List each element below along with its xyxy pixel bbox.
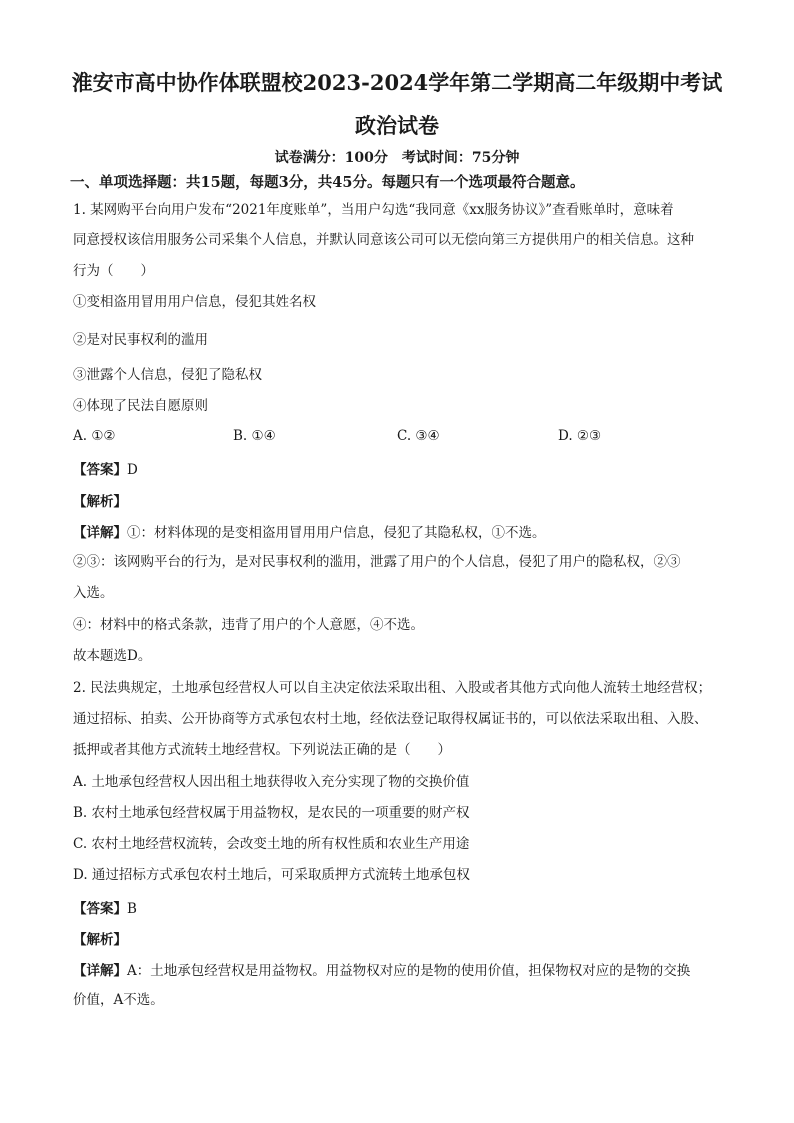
exam-subject-title: 政治试卷 xyxy=(355,113,439,138)
analysis-tag: 【解析】 xyxy=(73,932,127,948)
q1-answer xyxy=(73,458,138,478)
q1-stem-line: 同意授权该信用服务公司采集个人信息，并默认同意该公司可以无偿向第三方提供用户的相关信息。这种 xyxy=(73,232,694,248)
q1-statement: ③泄露个人信息，侵犯了隐私权 xyxy=(73,367,262,383)
q1-analysis-tag xyxy=(73,490,127,510)
q1-detail-line: 入选。 xyxy=(73,585,114,601)
q1-detail-line: 故本题选D。 xyxy=(73,648,152,664)
q1-stem-line: 1. 某网购平台向用户发布“2021年度账单”，当用户勾选“我同意《xx服务协议》”查看账单时，意味着 xyxy=(73,202,674,218)
q2-analysis-tag xyxy=(73,928,127,948)
q2-detail-line: 价值，A不选。 xyxy=(73,992,164,1008)
q1-detail-line: ④：材料中的格式条款，违背了用户的个人意愿，④不选。 xyxy=(73,617,424,633)
q1-option-c: C. ③④ xyxy=(397,428,440,444)
q1-detail-line: ②③：该网购平台的行为，是对民事权利的滥用，泄露了用户的个人信息，侵犯了用户的隐私权，②③ xyxy=(73,554,681,570)
detail-text: ①：材料体现的是变相盗用冒用用户信息，侵犯了其隐私权，①不选。 xyxy=(127,525,546,541)
q2-detail xyxy=(73,959,690,979)
q2-option-c: C. 农村土地经营权流转，会改变土地的所有权性质和农业生产用途 xyxy=(73,836,470,852)
answer-value: B xyxy=(127,901,137,917)
answer-tag: 【答案】 xyxy=(73,901,127,917)
answer-tag: 【答案】 xyxy=(73,462,127,478)
q1-statement: ②是对民事权利的滥用 xyxy=(73,332,208,348)
analysis-tag: 【解析】 xyxy=(73,494,127,510)
q1-option-d: D. ②③ xyxy=(558,428,602,444)
q2-option-b: B. 农村土地承包经营权属于用益物权，是农民的一项重要的财产权 xyxy=(73,805,470,821)
q2-answer xyxy=(73,897,137,917)
q1-statement: ④体现了民法自愿原则 xyxy=(73,398,208,414)
detail-tag: 【详解】 xyxy=(73,525,127,541)
answer-value: D xyxy=(127,462,138,478)
section-heading: 一、单项选择题：共15题，每题3分，共45分。每题只有一个选项最符合题意。 xyxy=(70,174,585,191)
detail-text: A：土地承包经营权是用益物权。用益物权对应的是物的使用价值，担保物权对应的是物的交换 xyxy=(127,963,691,979)
q1-detail xyxy=(73,521,546,541)
q2-stem-line: 通过招标、拍卖、公开协商等方式承包农村土地，经依法登记取得权属证书的，可以依法采取出租、入股、 xyxy=(73,711,708,727)
q1-option-b: B. ①④ xyxy=(233,428,276,444)
q2-option-d: D. 通过招标方式承包农村土地后，可采取质押方式流转土地承包权 xyxy=(73,867,470,883)
q1-stem-line: 行为（ ） xyxy=(73,263,154,279)
q2-stem-line: 2. 民法典规定，土地承包经营权人可以自主决定依法采取出租、入股或者其他方式向他人流转土地经营权； xyxy=(73,680,712,696)
detail-tag: 【详解】 xyxy=(73,963,127,979)
q2-stem-line: 抵押或者其他方式流转土地经营权。下列说法正确的是（ ） xyxy=(73,742,451,758)
q1-option-a: A. ①② xyxy=(73,428,116,444)
exam-meta: 试卷满分：100分 考试时间：75分钟 xyxy=(274,150,520,166)
exam-title: 淮安市高中协作体联盟校2023-2024学年第二学期高二年级期中考试 xyxy=(71,70,723,95)
q2-option-a: A. 土地承包经营权人因出租土地获得收入充分实现了物的交换价值 xyxy=(73,774,470,790)
q1-statement: ①变相盗用冒用用户信息，侵犯其姓名权 xyxy=(73,294,316,310)
